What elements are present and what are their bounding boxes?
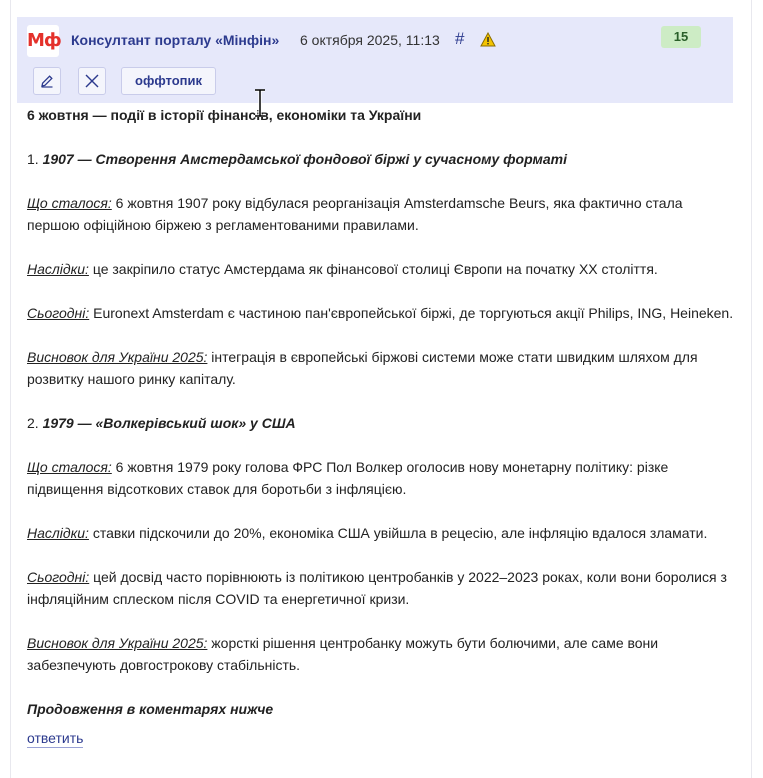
paragraph-text: 6 жовтня 1979 року голова ФРС Пол Волкер оголосив нову монетарну політику: різке підвищення відсоткових ставок для боротьби з інфляцією. bbox=[27, 459, 669, 497]
paragraph-text: Euronext Amsterdam є частиною пан'європейської біржі, де торгуються акції Philips, ING, Heineken. bbox=[89, 305, 734, 321]
delete-button[interactable] bbox=[78, 67, 106, 95]
paragraph-text: це закріпило статус Амстердама як фінансової столиці Європи на початку XX століття. bbox=[88, 261, 658, 277]
paragraph bbox=[27, 258, 739, 280]
paragraph bbox=[27, 302, 739, 324]
paragraph-label: Наслідки: bbox=[27, 525, 89, 541]
paragraph-text: ставки підскочили до 20%, економіка США увійшла в рецесію, але інфляцію вдалося зламати. bbox=[88, 525, 708, 541]
paragraph-text: 6 жовтня 1907 року відбулася реорганізація Amsterdamsche Beurs, яка фактично стала першою офіційною біржею з регламентованими правилами. bbox=[27, 195, 683, 233]
paragraph bbox=[27, 522, 739, 544]
paragraph bbox=[27, 456, 739, 500]
paragraph-label: Висновок для України 2025: bbox=[27, 635, 208, 651]
author-name[interactable]: Консултант порталу «Мінфін» bbox=[71, 32, 280, 48]
section-title: 1979 — «Волкерівський шок» у США bbox=[42, 415, 296, 431]
pencil-icon bbox=[40, 74, 54, 88]
permalink-hash[interactable]: # bbox=[455, 29, 465, 48]
rating-badge[interactable]: 15 bbox=[661, 26, 701, 48]
section-number: 1. bbox=[27, 151, 39, 167]
paragraph-text: цей досвід часто порівнюють із політикою центробанків у 2022–2023 роках, коли вони боролися з інфляційним сплеском після COVID та енергетичної кризи. bbox=[27, 569, 727, 607]
reply-link[interactable]: ответить bbox=[27, 730, 84, 746]
section-title: 1907 — Створення Амстердамської фондової біржі у сучасному форматі bbox=[42, 151, 567, 167]
minfin-logo: Мф bbox=[27, 25, 59, 57]
edit-button[interactable] bbox=[33, 67, 61, 95]
paragraph-text: інтеграція в європейські біржові системи може стати швидким шляхом для розвитку нашого ринку капіталу. bbox=[27, 349, 698, 387]
paragraph-text: жорсткі рішення центробанку можуть бути болючими, але саме вони забезпечують довгострокову стабільність. bbox=[27, 635, 659, 673]
paragraph bbox=[27, 632, 739, 676]
paragraph bbox=[27, 192, 739, 236]
paragraph bbox=[27, 566, 739, 610]
post-header bbox=[17, 17, 733, 103]
warning-icon[interactable] bbox=[480, 32, 496, 52]
text-cursor-icon bbox=[254, 89, 266, 117]
paragraph-label: Сьогодні: bbox=[27, 569, 90, 585]
paragraph-label: Наслідки: bbox=[27, 261, 89, 277]
section-heading bbox=[27, 412, 739, 434]
paragraph-label: Висновок для України 2025: bbox=[27, 349, 208, 365]
section-heading bbox=[27, 148, 739, 170]
close-icon bbox=[85, 74, 99, 88]
post-date: 6 октября 2025, 11:13 bbox=[300, 32, 440, 48]
continuation-note: Продовження в коментарях нижче bbox=[27, 701, 274, 717]
post-body bbox=[27, 104, 739, 749]
paragraph-label: Що сталося: bbox=[27, 459, 112, 475]
section-number: 2. bbox=[27, 415, 39, 431]
offtopic-button[interactable]: оффтопик bbox=[121, 67, 216, 95]
paragraph bbox=[27, 346, 739, 390]
paragraph-label: Сьогодні: bbox=[27, 305, 90, 321]
post-title: 6 жовтня — події в історії фінансів, економіки та України bbox=[27, 107, 422, 123]
paragraph-label: Що сталося: bbox=[27, 195, 112, 211]
